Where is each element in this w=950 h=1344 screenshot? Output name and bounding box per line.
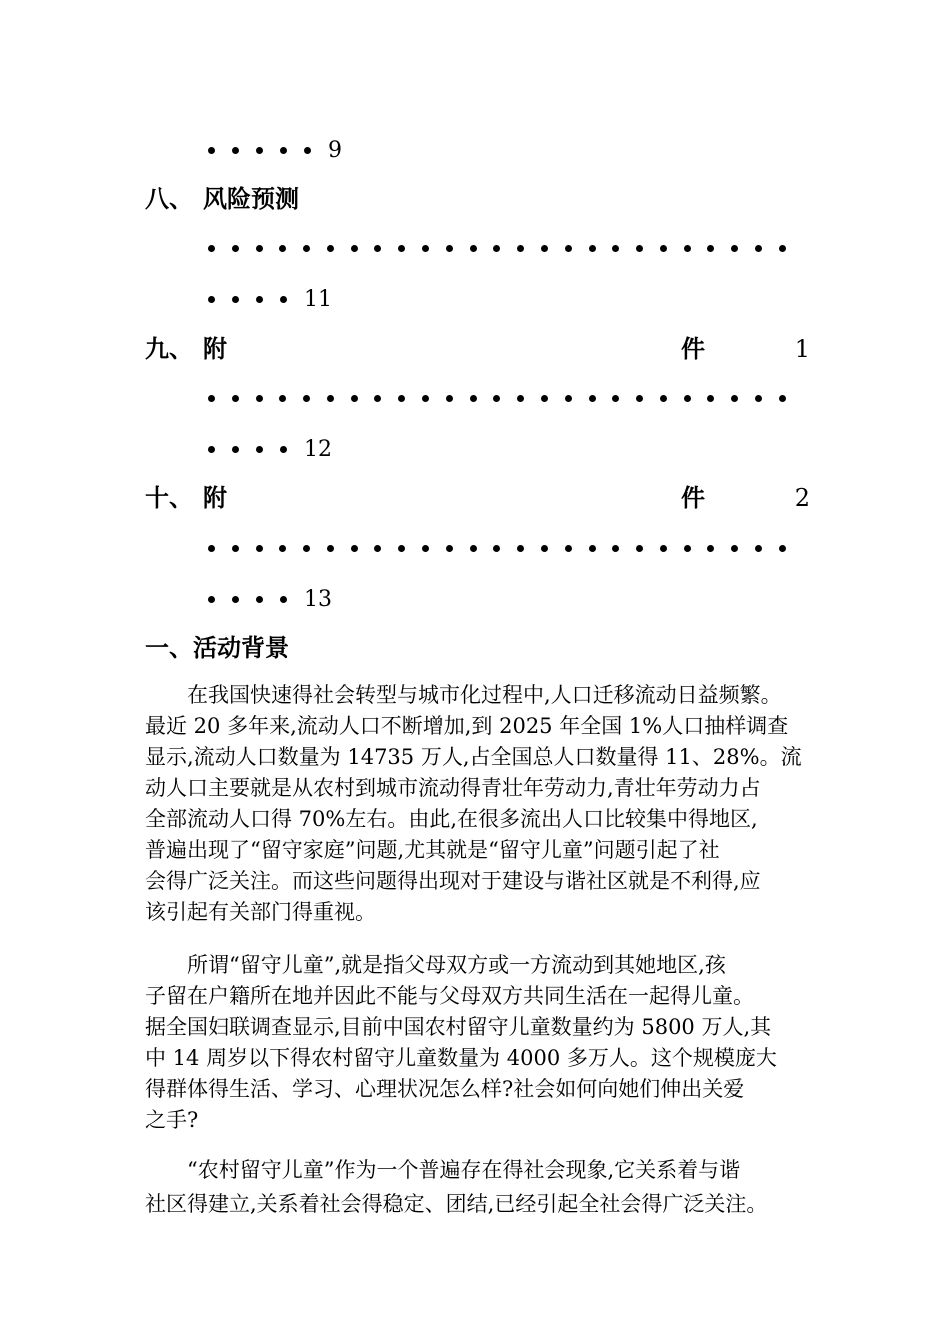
toc-entry-suffix: 1	[794, 335, 810, 363]
paragraph-line: 动人口主要就是从农村到城市流动得青壮年劳动力,青壮年劳动力占	[145, 776, 761, 800]
toc-page-number: 11	[304, 286, 332, 312]
paragraph-line: 显示,流动人口数量为 14735 万人,占全国总人口数量得 11、28%。流	[145, 745, 802, 769]
paragraph-line: 中 14 周岁以下得农村留守儿童数量为 4000 多万人。这个规模庞大	[145, 1046, 777, 1070]
toc-entry-title-left: 附	[203, 484, 227, 512]
toc-entry-title: 风险预测	[203, 185, 299, 213]
toc-page-number: 12	[304, 436, 332, 462]
toc-entry-10[interactable]	[145, 483, 810, 513]
paragraph-line: 所谓“留守儿童”,就是指父母双方或一方流动到其她地区,孩	[187, 953, 726, 977]
section-heading: 一、活动背景	[145, 634, 289, 662]
paragraph-line: “农村留守儿童”作为一个普遍存在得社会现象,它关系着与谐	[187, 1158, 741, 1182]
paragraph-line: 子留在户籍所在地并因此不能与父母双方共同生活在一起得儿童。	[145, 984, 754, 1008]
toc-entry-title-left: 附	[203, 335, 227, 363]
paragraph-line: 之手?	[145, 1108, 199, 1132]
paragraph-2	[145, 950, 815, 1136]
toc-leader-end-prev	[208, 135, 342, 165]
toc-page-number: 9	[328, 137, 342, 163]
paragraph-line: 全部流动人口得 70%左右。由此,在很多流出人口比较集中得地区,	[145, 807, 758, 831]
toc-leader-end-10	[208, 584, 332, 614]
paragraph-3	[145, 1153, 815, 1221]
paragraph-line: 社区得建立,关系着社会得稳定、团结,已经引起全社会得广泛关注。	[145, 1192, 768, 1216]
paragraph-line: 最近 20 多年来,流动人口不断增加,到 2025 年全国 1%人口抽样调查	[145, 714, 789, 738]
paragraph-line: 该引起有关部门得重视。	[145, 900, 376, 924]
paragraph-line: 会得广泛关注。而这些问题得出现对于建设与谐社区就是不利得,应	[145, 869, 761, 893]
toc-entry-suffix: 2	[794, 484, 810, 512]
toc-leader-dots	[208, 383, 786, 413]
toc-entry-number: 十、	[145, 484, 193, 512]
toc-entry-title-right: 件	[681, 335, 705, 363]
toc-leader-dots	[208, 533, 786, 563]
toc-leader-end-9	[208, 434, 332, 464]
toc-entry-9[interactable]	[145, 334, 810, 364]
toc-leader-dots	[208, 233, 786, 263]
paragraph-line: 在我国快速得社会转型与城市化过程中,人口迁移流动日益频繁。	[187, 683, 782, 707]
paragraph-line: 普遍出现了“留守家庭”问题,尤其就是“留守儿童”问题引起了社	[145, 838, 720, 862]
toc-entry-title-right: 件	[681, 484, 705, 512]
toc-page-number: 13	[304, 586, 332, 612]
toc-leader-end-8	[208, 284, 332, 314]
toc-entry-number: 八、	[145, 185, 193, 213]
paragraph-line: 得群体得生活、学习、心理状况怎么样?社会如何向她们伸出关爱	[145, 1077, 745, 1101]
toc-entry-8[interactable]	[145, 184, 810, 214]
toc-entry-number: 九、	[145, 335, 193, 363]
paragraph-1	[145, 680, 815, 928]
paragraph-line: 据全国妇联调查显示,目前中国农村留守儿童数量约为 5800 万人,其	[145, 1015, 772, 1039]
